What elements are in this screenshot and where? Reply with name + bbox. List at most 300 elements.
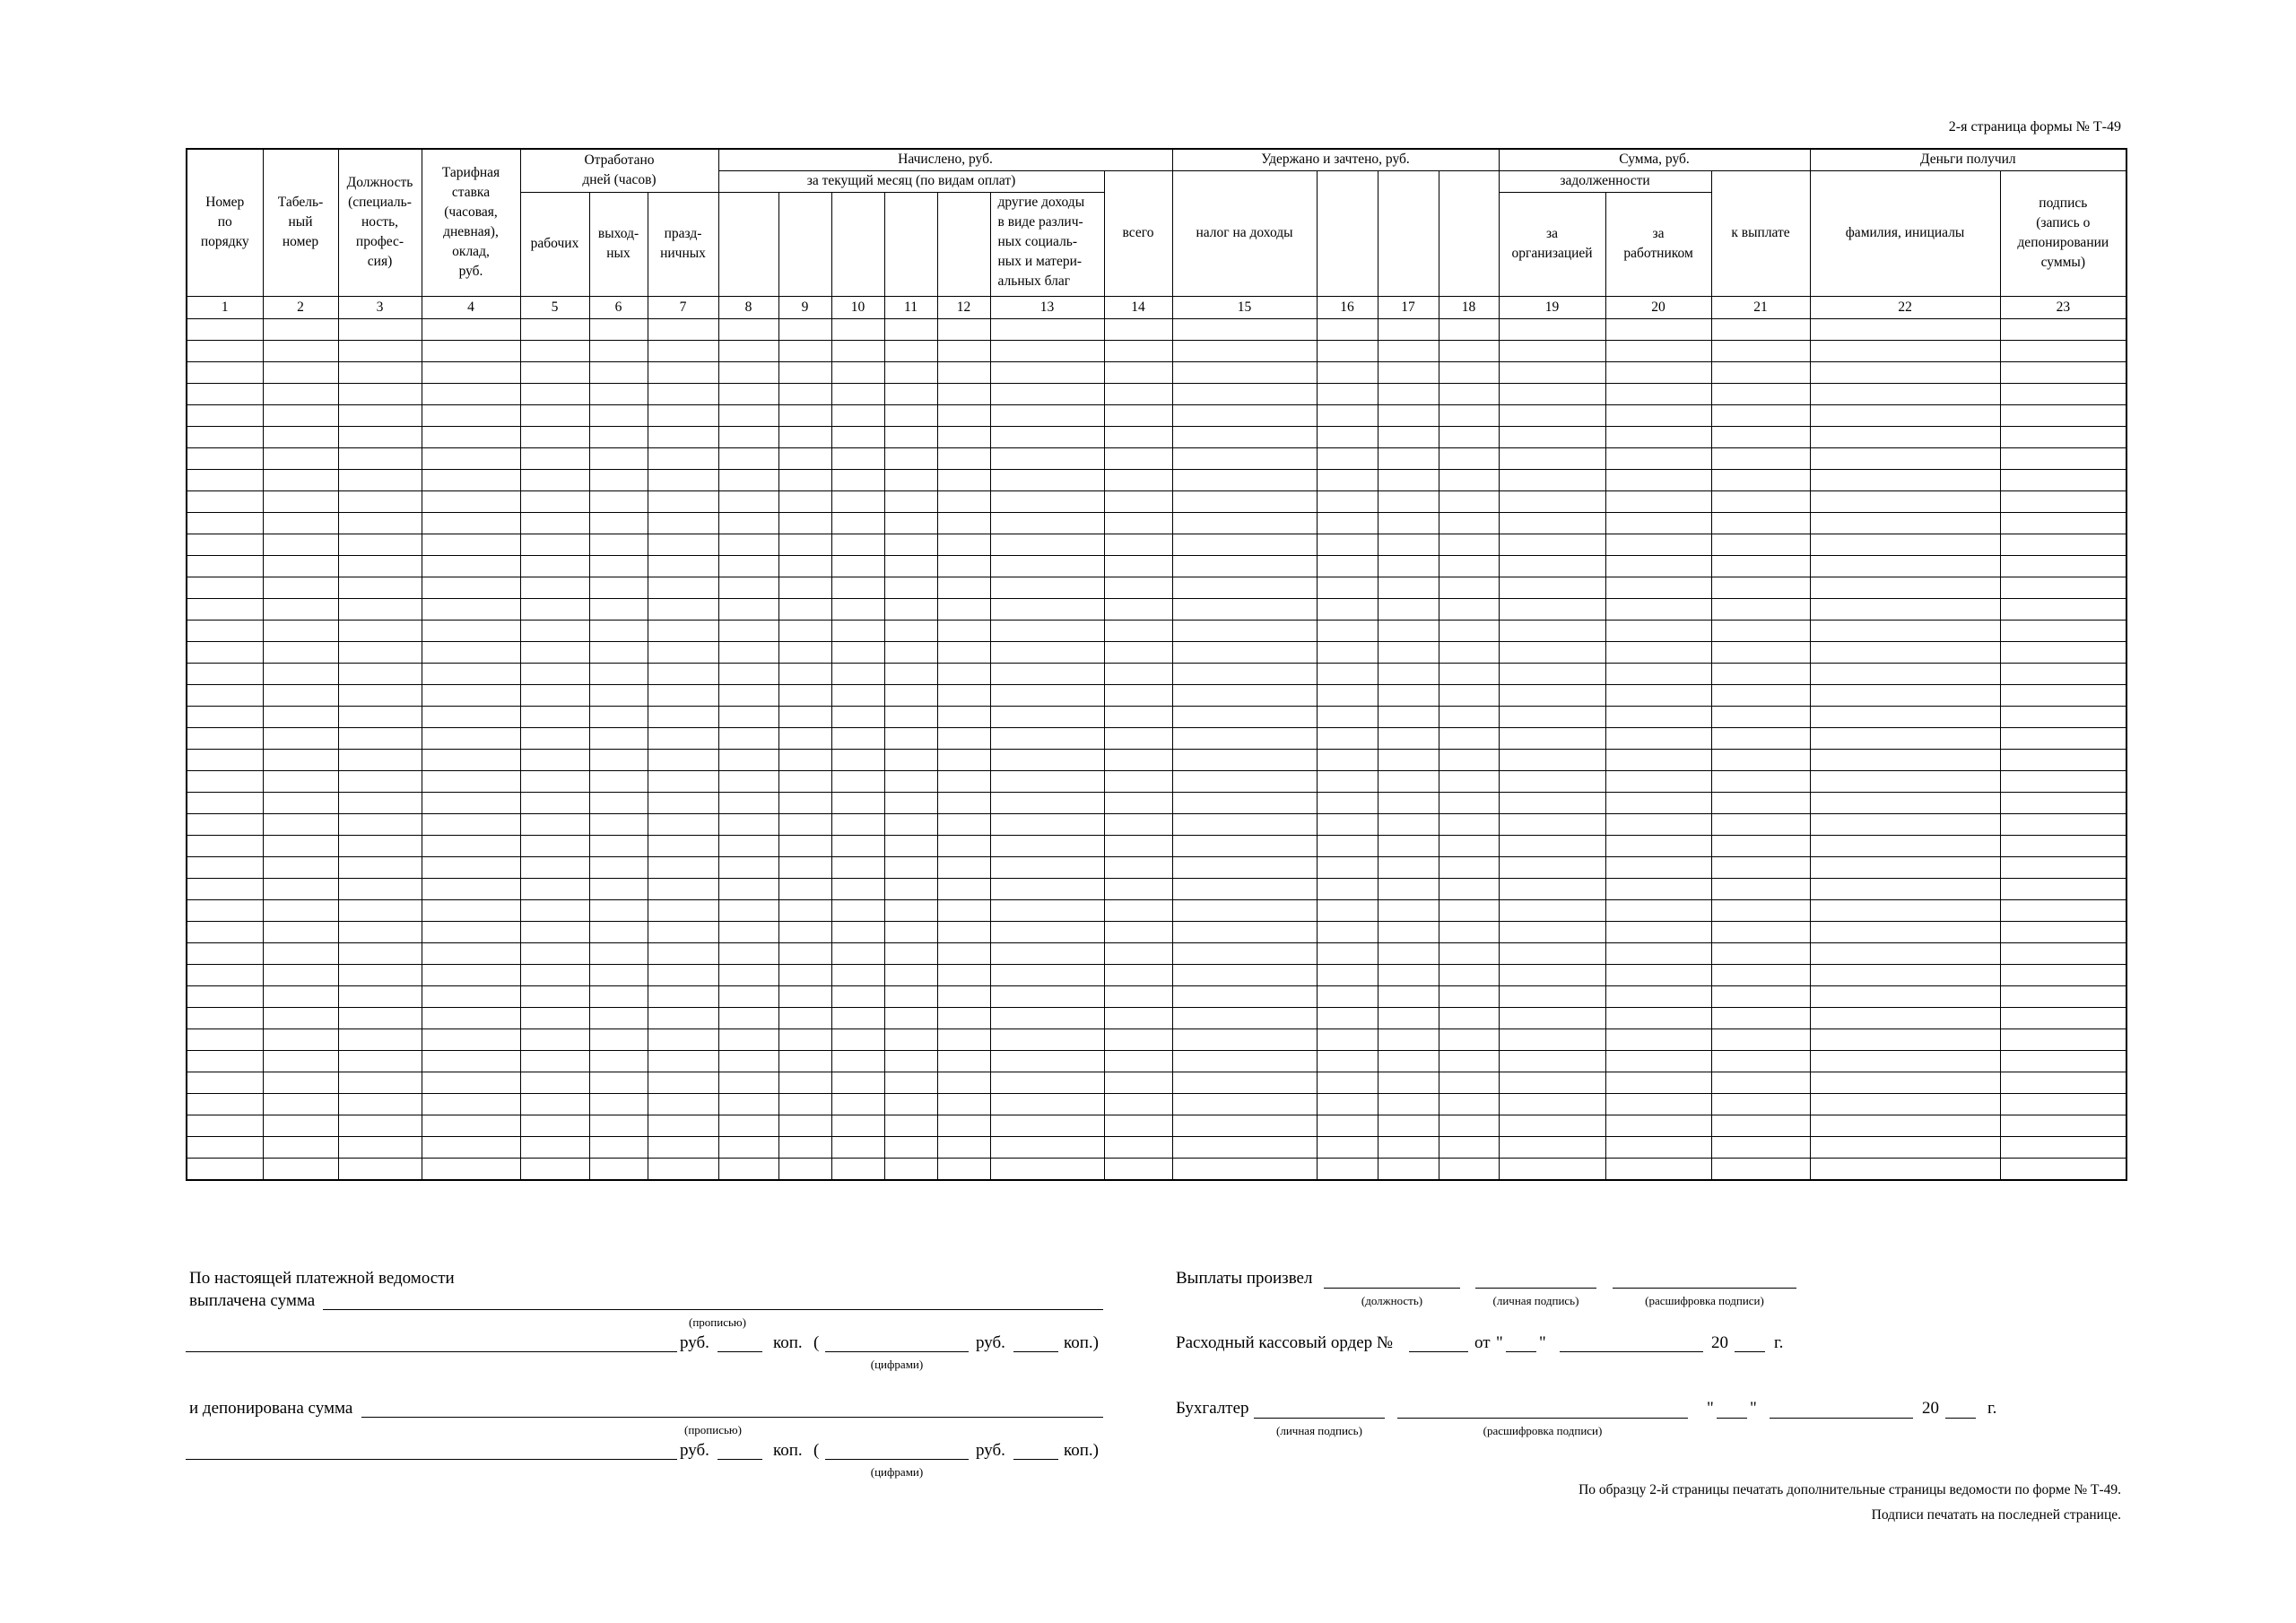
table-cell[interactable] [937, 1050, 990, 1072]
table-cell[interactable] [1317, 1136, 1378, 1158]
table-cell[interactable] [778, 985, 831, 1007]
table-cell[interactable] [263, 318, 338, 340]
table-cell[interactable] [338, 921, 422, 942]
table-cell[interactable] [263, 921, 338, 942]
table-cell[interactable] [2000, 770, 2126, 792]
table-cell[interactable] [1499, 512, 1605, 534]
table-cell[interactable] [1378, 490, 1439, 512]
table-cell[interactable] [1104, 727, 1172, 749]
table-cell[interactable] [1810, 534, 2000, 555]
table-cell[interactable] [1172, 1158, 1317, 1180]
table-cell[interactable] [778, 404, 831, 426]
table-cell[interactable] [1605, 577, 1711, 598]
table-cell[interactable] [884, 813, 937, 835]
table-cell[interactable] [718, 1136, 778, 1158]
table-cell[interactable] [1378, 684, 1439, 706]
table-cell[interactable] [1499, 835, 1605, 856]
table-cell[interactable] [1810, 663, 2000, 684]
table-cell[interactable] [1439, 534, 1499, 555]
table-cell[interactable] [1810, 964, 2000, 985]
table-cell[interactable] [187, 340, 263, 361]
table-cell[interactable] [1605, 856, 1711, 878]
table-cell[interactable] [648, 620, 718, 641]
table-cell[interactable] [1317, 361, 1378, 383]
table-cell[interactable] [2000, 684, 2126, 706]
table-cell[interactable] [778, 447, 831, 469]
table-cell[interactable] [2000, 899, 2126, 921]
table-cell[interactable] [187, 318, 263, 340]
table-cell[interactable] [778, 641, 831, 663]
table-cell[interactable] [520, 469, 589, 490]
table-cell[interactable] [718, 792, 778, 813]
table-cell[interactable] [1605, 749, 1711, 770]
table-cell[interactable] [778, 469, 831, 490]
table-cell[interactable] [1810, 1050, 2000, 1072]
table-cell[interactable] [1439, 361, 1499, 383]
table-cell[interactable] [187, 813, 263, 835]
table-cell[interactable] [990, 1028, 1104, 1050]
table-cell[interactable] [2000, 620, 2126, 641]
table-cell[interactable] [1605, 899, 1711, 921]
table-cell[interactable] [990, 1115, 1104, 1136]
table-cell[interactable] [1810, 620, 2000, 641]
table-cell[interactable] [1317, 383, 1378, 404]
table-cell[interactable] [1439, 426, 1499, 447]
table-cell[interactable] [263, 447, 338, 469]
table-cell[interactable] [990, 426, 1104, 447]
table-cell[interactable] [1605, 620, 1711, 641]
table-cell[interactable] [778, 1158, 831, 1180]
table-cell[interactable] [778, 942, 831, 964]
table-cell[interactable] [1711, 598, 1810, 620]
table-cell[interactable] [1711, 856, 1810, 878]
table-cell[interactable] [1172, 555, 1317, 577]
table-cell[interactable] [937, 383, 990, 404]
table-cell[interactable] [1711, 684, 1810, 706]
table-cell[interactable] [1711, 835, 1810, 856]
table-cell[interactable] [1378, 340, 1439, 361]
table-cell[interactable] [884, 577, 937, 598]
table-cell[interactable] [2000, 361, 2126, 383]
table-cell[interactable] [589, 577, 648, 598]
table-cell[interactable] [422, 727, 520, 749]
table-cell[interactable] [2000, 706, 2126, 727]
table-cell[interactable] [778, 813, 831, 835]
table-cell[interactable] [1104, 469, 1172, 490]
table-cell[interactable] [338, 1072, 422, 1093]
table-cell[interactable] [1605, 555, 1711, 577]
accountant-year-field[interactable] [1945, 1418, 1976, 1419]
table-cell[interactable] [990, 512, 1104, 534]
table-cell[interactable] [1104, 598, 1172, 620]
table-cell[interactable] [1810, 727, 2000, 749]
table-cell[interactable] [1104, 1050, 1172, 1072]
table-cell[interactable] [2000, 985, 2126, 1007]
table-cell[interactable] [187, 577, 263, 598]
table-cell[interactable] [1605, 770, 1711, 792]
table-cell[interactable] [1172, 1093, 1317, 1115]
table-cell[interactable] [1104, 964, 1172, 985]
table-cell[interactable] [1104, 1115, 1172, 1136]
table-cell[interactable] [1172, 426, 1317, 447]
table-cell[interactable] [937, 727, 990, 749]
table-cell[interactable] [778, 361, 831, 383]
table-cell[interactable] [1317, 770, 1378, 792]
table-cell[interactable] [1439, 490, 1499, 512]
table-cell[interactable] [884, 1050, 937, 1072]
table-cell[interactable] [422, 512, 520, 534]
table-cell[interactable] [884, 1072, 937, 1093]
table-cell[interactable] [884, 447, 937, 469]
table-cell[interactable] [718, 1028, 778, 1050]
table-cell[interactable] [1172, 512, 1317, 534]
table-cell[interactable] [589, 835, 648, 856]
table-cell[interactable] [2000, 404, 2126, 426]
table-cell[interactable] [1378, 921, 1439, 942]
table-cell[interactable] [1605, 318, 1711, 340]
table-cell[interactable] [1104, 921, 1172, 942]
table-cell[interactable] [263, 727, 338, 749]
table-cell[interactable] [831, 684, 884, 706]
table-cell[interactable] [990, 1136, 1104, 1158]
table-cell[interactable] [778, 318, 831, 340]
table-cell[interactable] [520, 1007, 589, 1028]
table-cell[interactable] [1499, 383, 1605, 404]
table-cell[interactable] [520, 878, 589, 899]
table-cell[interactable] [990, 727, 1104, 749]
table-cell[interactable] [2000, 340, 2126, 361]
table-cell[interactable] [1317, 727, 1378, 749]
table-cell[interactable] [422, 447, 520, 469]
table-cell[interactable] [520, 490, 589, 512]
table-cell[interactable] [2000, 512, 2126, 534]
table-cell[interactable] [589, 1136, 648, 1158]
table-cell[interactable] [648, 921, 718, 942]
table-cell[interactable] [718, 318, 778, 340]
table-cell[interactable] [778, 878, 831, 899]
table-cell[interactable] [884, 856, 937, 878]
table-cell[interactable] [187, 684, 263, 706]
table-cell[interactable] [1605, 1007, 1711, 1028]
table-cell[interactable] [1378, 404, 1439, 426]
table-cell[interactable] [187, 620, 263, 641]
table-cell[interactable] [589, 598, 648, 620]
table-cell[interactable] [990, 404, 1104, 426]
table-cell[interactable] [1605, 985, 1711, 1007]
table-cell[interactable] [990, 641, 1104, 663]
table-cell[interactable] [1810, 1072, 2000, 1093]
table-cell[interactable] [589, 921, 648, 942]
table-cell[interactable] [422, 706, 520, 727]
table-cell[interactable] [778, 964, 831, 985]
table-cell[interactable] [1439, 469, 1499, 490]
table-cell[interactable] [1378, 727, 1439, 749]
table-cell[interactable] [1499, 404, 1605, 426]
table-cell[interactable] [778, 663, 831, 684]
table-cell[interactable] [831, 1072, 884, 1093]
table-cell[interactable] [1317, 490, 1378, 512]
table-cell[interactable] [589, 706, 648, 727]
table-cell[interactable] [520, 835, 589, 856]
table-cell[interactable] [648, 383, 718, 404]
table-cell[interactable] [263, 555, 338, 577]
table-cell[interactable] [937, 318, 990, 340]
table-cell[interactable] [831, 469, 884, 490]
table-cell[interactable] [831, 663, 884, 684]
table-cell[interactable] [1439, 856, 1499, 878]
table-cell[interactable] [1104, 404, 1172, 426]
table-cell[interactable] [778, 921, 831, 942]
table-cell[interactable] [422, 985, 520, 1007]
table-cell[interactable] [1439, 383, 1499, 404]
table-cell[interactable] [884, 534, 937, 555]
table-cell[interactable] [937, 985, 990, 1007]
table-cell[interactable] [187, 921, 263, 942]
table-cell[interactable] [422, 813, 520, 835]
table-cell[interactable] [338, 706, 422, 727]
table-cell[interactable] [422, 318, 520, 340]
table-cell[interactable] [422, 684, 520, 706]
table-cell[interactable] [718, 856, 778, 878]
table-cell[interactable] [718, 598, 778, 620]
table-cell[interactable] [884, 426, 937, 447]
table-cell[interactable] [1605, 921, 1711, 942]
table-cell[interactable] [1499, 1115, 1605, 1136]
table-cell[interactable] [648, 835, 718, 856]
table-cell[interactable] [648, 1028, 718, 1050]
table-cell[interactable] [1317, 555, 1378, 577]
table-cell[interactable] [884, 318, 937, 340]
table-cell[interactable] [1499, 878, 1605, 899]
table-cell[interactable] [1711, 964, 1810, 985]
table-cell[interactable] [1605, 727, 1711, 749]
table-cell[interactable] [937, 684, 990, 706]
table-cell[interactable] [937, 899, 990, 921]
table-cell[interactable] [1378, 899, 1439, 921]
table-cell[interactable] [937, 447, 990, 469]
table-cell[interactable] [187, 878, 263, 899]
table-cell[interactable] [589, 490, 648, 512]
table-cell[interactable] [1104, 318, 1172, 340]
table-cell[interactable] [589, 641, 648, 663]
table-cell[interactable] [1711, 921, 1810, 942]
deposited-digits-field[interactable] [825, 1459, 969, 1460]
table-cell[interactable] [589, 318, 648, 340]
table-cell[interactable] [520, 684, 589, 706]
table-cell[interactable] [718, 878, 778, 899]
table-cell[interactable] [778, 1115, 831, 1136]
table-cell[interactable] [718, 512, 778, 534]
table-cell[interactable] [187, 404, 263, 426]
table-cell[interactable] [422, 1072, 520, 1093]
table-cell[interactable] [1317, 813, 1378, 835]
table-cell[interactable] [648, 813, 718, 835]
table-cell[interactable] [831, 899, 884, 921]
table-cell[interactable] [2000, 878, 2126, 899]
table-cell[interactable] [1810, 469, 2000, 490]
table-cell[interactable] [1439, 598, 1499, 620]
table-cell[interactable] [1104, 1072, 1172, 1093]
table-cell[interactable] [422, 490, 520, 512]
table-cell[interactable] [1499, 749, 1605, 770]
table-cell[interactable] [1810, 404, 2000, 426]
table-cell[interactable] [422, 340, 520, 361]
table-cell[interactable] [937, 856, 990, 878]
table-cell[interactable] [263, 792, 338, 813]
table-cell[interactable] [778, 1007, 831, 1028]
table-cell[interactable] [1172, 1028, 1317, 1050]
table-cell[interactable] [831, 835, 884, 856]
table-cell[interactable] [1439, 447, 1499, 469]
table-cell[interactable] [937, 792, 990, 813]
table-cell[interactable] [422, 404, 520, 426]
table-cell[interactable] [422, 469, 520, 490]
table-cell[interactable] [1378, 512, 1439, 534]
table-cell[interactable] [718, 404, 778, 426]
table-cell[interactable] [778, 1050, 831, 1072]
table-cell[interactable] [1439, 1050, 1499, 1072]
table-cell[interactable] [338, 899, 422, 921]
table-cell[interactable] [422, 620, 520, 641]
table-cell[interactable] [2000, 447, 2126, 469]
table-cell[interactable] [1605, 447, 1711, 469]
table-cell[interactable] [1499, 1158, 1605, 1180]
table-cell[interactable] [990, 620, 1104, 641]
table-cell[interactable] [589, 770, 648, 792]
table-cell[interactable] [937, 1136, 990, 1158]
table-cell[interactable] [831, 770, 884, 792]
table-cell[interactable] [1711, 1072, 1810, 1093]
table-cell[interactable] [520, 942, 589, 964]
table-cell[interactable] [1499, 534, 1605, 555]
table-cell[interactable] [884, 641, 937, 663]
table-cell[interactable] [589, 1072, 648, 1093]
table-cell[interactable] [422, 942, 520, 964]
table-cell[interactable] [1605, 534, 1711, 555]
table-cell[interactable] [1378, 620, 1439, 641]
table-cell[interactable] [718, 577, 778, 598]
table-cell[interactable] [1605, 684, 1711, 706]
table-cell[interactable] [1439, 1115, 1499, 1136]
table-cell[interactable] [648, 404, 718, 426]
table-cell[interactable] [2000, 534, 2126, 555]
table-cell[interactable] [1605, 813, 1711, 835]
table-cell[interactable] [338, 1136, 422, 1158]
table-cell[interactable] [1711, 727, 1810, 749]
table-cell[interactable] [1810, 512, 2000, 534]
table-cell[interactable] [1172, 577, 1317, 598]
table-cell[interactable] [718, 447, 778, 469]
table-cell[interactable] [263, 1072, 338, 1093]
table-cell[interactable] [1317, 1007, 1378, 1028]
table-cell[interactable] [648, 1072, 718, 1093]
table-cell[interactable] [1172, 383, 1317, 404]
table-cell[interactable] [884, 749, 937, 770]
table-cell[interactable] [937, 878, 990, 899]
table-cell[interactable] [422, 899, 520, 921]
table-cell[interactable] [831, 813, 884, 835]
table-cell[interactable] [1104, 899, 1172, 921]
table-cell[interactable] [338, 534, 422, 555]
table-cell[interactable] [1378, 1050, 1439, 1072]
table-cell[interactable] [1711, 663, 1810, 684]
table-cell[interactable] [990, 663, 1104, 684]
payer-signature-field[interactable] [1475, 1288, 1596, 1289]
table-cell[interactable] [187, 1050, 263, 1072]
table-cell[interactable] [1439, 813, 1499, 835]
table-cell[interactable] [718, 641, 778, 663]
cash-order-month-field[interactable] [1560, 1351, 1703, 1352]
table-cell[interactable] [718, 426, 778, 447]
table-cell[interactable] [1499, 598, 1605, 620]
table-cell[interactable] [1810, 447, 2000, 469]
deposited-words-line-2[interactable] [186, 1459, 677, 1460]
table-cell[interactable] [1378, 1007, 1439, 1028]
table-cell[interactable] [831, 1007, 884, 1028]
rub-field-2[interactable] [718, 1459, 762, 1460]
table-cell[interactable] [1605, 1136, 1711, 1158]
table-cell[interactable] [718, 1115, 778, 1136]
table-cell[interactable] [990, 469, 1104, 490]
table-cell[interactable] [1810, 641, 2000, 663]
table-cell[interactable] [778, 620, 831, 641]
table-cell[interactable] [589, 856, 648, 878]
table-cell[interactable] [1172, 749, 1317, 770]
table-cell[interactable] [937, 1093, 990, 1115]
table-cell[interactable] [1711, 512, 1810, 534]
table-cell[interactable] [884, 921, 937, 942]
table-cell[interactable] [1605, 835, 1711, 856]
table-cell[interactable] [990, 899, 1104, 921]
table-cell[interactable] [263, 684, 338, 706]
table-cell[interactable] [937, 404, 990, 426]
table-cell[interactable] [263, 512, 338, 534]
table-cell[interactable] [718, 1093, 778, 1115]
table-cell[interactable] [1711, 447, 1810, 469]
table-cell[interactable] [2000, 577, 2126, 598]
table-cell[interactable] [2000, 1093, 2126, 1115]
table-cell[interactable] [1499, 620, 1605, 641]
table-cell[interactable] [1810, 318, 2000, 340]
table-cell[interactable] [778, 727, 831, 749]
table-cell[interactable] [718, 706, 778, 727]
table-cell[interactable] [718, 727, 778, 749]
table-cell[interactable] [1711, 1050, 1810, 1072]
table-cell[interactable] [937, 1158, 990, 1180]
table-cell[interactable] [263, 1093, 338, 1115]
table-cell[interactable] [520, 985, 589, 1007]
table-cell[interactable] [187, 706, 263, 727]
table-cell[interactable] [884, 361, 937, 383]
table-cell[interactable] [338, 447, 422, 469]
table-cell[interactable] [718, 770, 778, 792]
table-cell[interactable] [884, 835, 937, 856]
table-cell[interactable] [1605, 1093, 1711, 1115]
table-cell[interactable] [990, 942, 1104, 964]
table-cell[interactable] [338, 856, 422, 878]
table-cell[interactable] [1810, 340, 2000, 361]
table-cell[interactable] [648, 340, 718, 361]
table-cell[interactable] [338, 1158, 422, 1180]
table-cell[interactable] [2000, 749, 2126, 770]
table-cell[interactable] [263, 942, 338, 964]
table-cell[interactable] [1172, 490, 1317, 512]
table-cell[interactable] [1605, 1028, 1711, 1050]
table-cell[interactable] [831, 706, 884, 727]
table-cell[interactable] [1104, 684, 1172, 706]
table-cell[interactable] [1317, 835, 1378, 856]
table-cell[interactable] [831, 490, 884, 512]
